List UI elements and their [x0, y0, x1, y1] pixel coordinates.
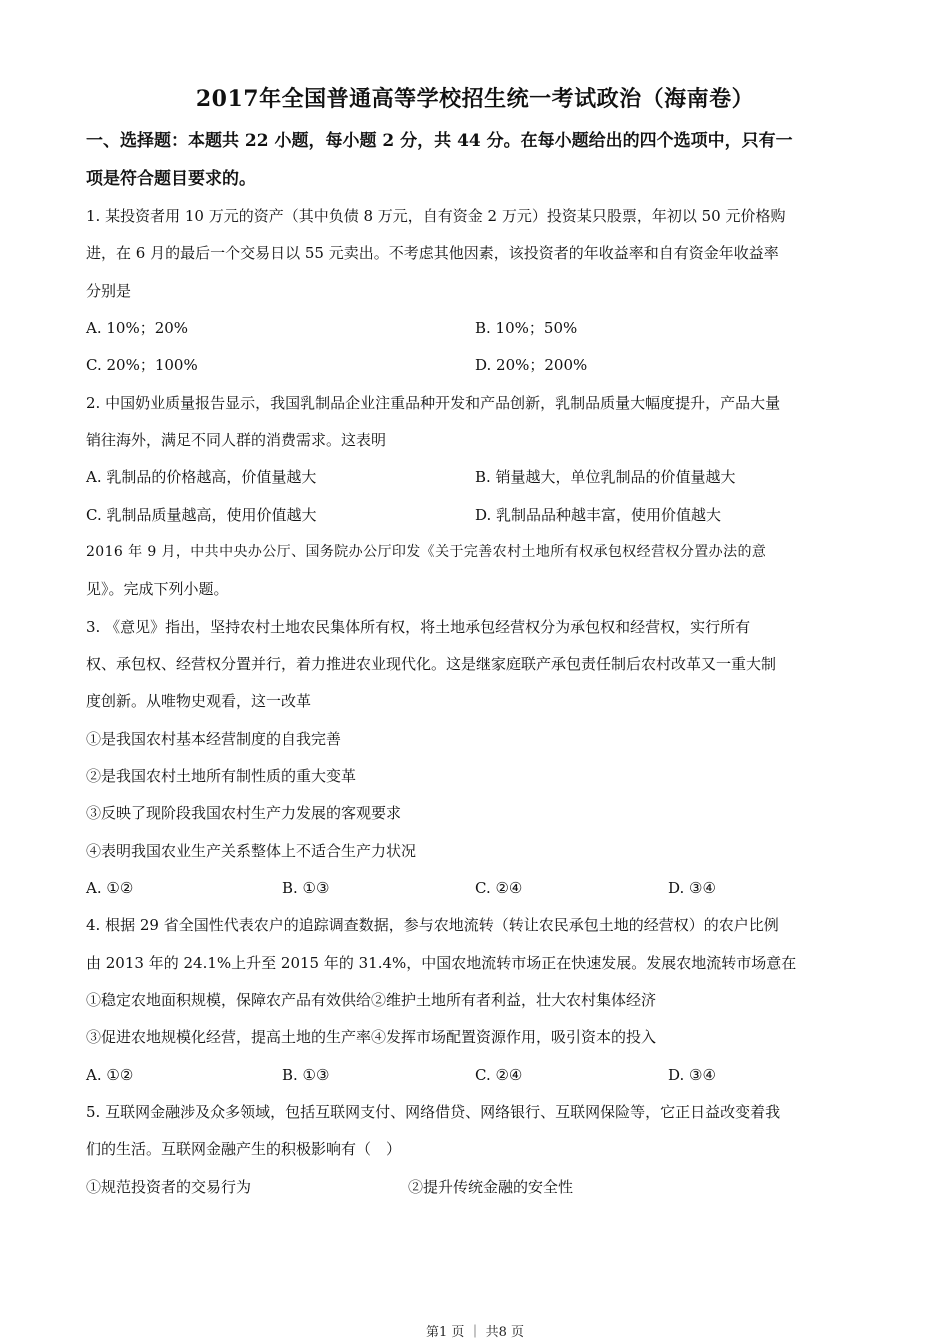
- q4-stem-line-1: 4. 根据 29 省全国性代表农户的追踪调查数据，参与农地流转（转让农民承包土地的经营权）的农户比例: [86, 916, 779, 934]
- q4-items-line-2: ③促进农地规模化经营，提高土地的生产率④发挥市场配置资源作用，吸引资本的投入: [86, 1028, 657, 1046]
- q5-item-2: ②提升传统金融的安全性: [408, 1178, 574, 1196]
- q4-option-c: C. ②④: [475, 1066, 523, 1084]
- q5-item-1: ①规范投资者的交易行为: [86, 1178, 252, 1196]
- q2-option-c: C. 乳制品质量越高，使用价值越大: [86, 506, 317, 524]
- q1-stem-line-2: 进，在 6 月的最后一个交易日以 55 元卖出。不考虑其他因素，该投资者的年收益率和自有资金年收益率: [86, 244, 779, 262]
- q2-option-b: B. 销量越大，单位乳制品的价值量越大: [475, 468, 736, 486]
- q2-stem-line-1: 2. 中国奶业质量报告显示，我国乳制品企业注重品种开发和产品创新，乳制品质量大幅度提升，产品大量: [86, 394, 781, 412]
- q4-option-a: A. ①②: [86, 1066, 134, 1084]
- q1-option-c: C. 20%；100%: [86, 356, 198, 374]
- q2-option-a: A. 乳制品的价格越高，价值量越大: [86, 468, 317, 486]
- page-footer: 第1 页 ｜ 共8 页: [425, 1325, 525, 1340]
- q5-stem-line-1: 5. 互联网金融涉及众多领域，包括互联网支付、网络借贷、网络银行、互联网保险等，它正日益改变着我: [86, 1103, 781, 1121]
- q3-option-a: A. ①②: [86, 879, 134, 897]
- q3-option-c: C. ②④: [475, 879, 523, 897]
- q3-item-3: ③反映了现阶段我国农村生产力发展的客观要求: [86, 804, 402, 822]
- q2-stem-line-2: 销往海外，满足不同人群的消费需求。这表明: [86, 431, 387, 449]
- q1-stem-line-1: 1. 某投资者用 10 万元的资产（其中负债 8 万元，自有资金 2 万元）投资某只股票，年初以 50 元价格购: [86, 207, 786, 225]
- q3-stem-line-1: 3. 《意见》指出，坚持农村土地农民集体所有权，将土地承包经营权分为承包权和经营权，实行所有: [86, 618, 751, 636]
- q3-item-1: ①是我国农村基本经营制度的自我完善: [86, 730, 342, 748]
- q5-stem-line-2: 们的生活。互联网金融产生的积极影响有（ ）: [86, 1140, 402, 1158]
- q3-option-b: B. ①③: [282, 879, 330, 897]
- q4-option-d: D. ③④: [668, 1066, 716, 1084]
- q1-option-d: D. 20%；200%: [475, 356, 588, 374]
- q3-stem-line-2: 权、承包权、经营权分置并行，着力推进农业现代化。这是继家庭联产承包责任制后农村改革又一重大制: [86, 655, 777, 673]
- material-line-2: 见》。完成下列小题。: [86, 580, 229, 598]
- q1-option-a: A. 10%；20%: [86, 319, 189, 337]
- q3-option-d: D. ③④: [668, 879, 716, 897]
- q3-stem-line-3: 度创新。从唯物史观看，这一改革: [86, 692, 312, 710]
- q2-option-d: D. 乳制品品种越丰富，使用价值越大: [475, 506, 722, 524]
- q3-item-2: ②是我国农村土地所有制性质的重大变革: [86, 767, 357, 785]
- page-title: 2017年全国普通高等学校招生统一考试政治（海南卷）: [195, 86, 755, 112]
- q3-item-4: ④表明我国农业生产关系整体上不适合生产力状况: [86, 842, 417, 860]
- section-heading-line-2: 项是符合题目要求的。: [86, 169, 256, 189]
- q1-option-b: B. 10%；50%: [475, 319, 578, 337]
- section-heading-line-1: 一、选择题：本题共 22 小题，每小题 2 分，共 44 分。在每小题给出的四个选项中，只有一: [86, 131, 793, 151]
- q1-stem-line-3: 分别是: [86, 282, 132, 300]
- q4-option-b: B. ①③: [282, 1066, 330, 1084]
- q4-stem-line-2: 由 2013 年的 24.1%上升至 2015 年的 31.4%，中国农地流转市场正在快速发展。发展农地流转市场意在: [86, 954, 797, 972]
- q4-items-line-1: ①稳定农地面积规模，保障农产品有效供给②维护土地所有者利益，壮大农村集体经济: [86, 991, 657, 1009]
- material-line-1: 2016 年 9 月，中共中央办公厅、国务院办公厅印发《关于完善农村土地所有权承包权经营权分置办法的意: [86, 544, 767, 560]
